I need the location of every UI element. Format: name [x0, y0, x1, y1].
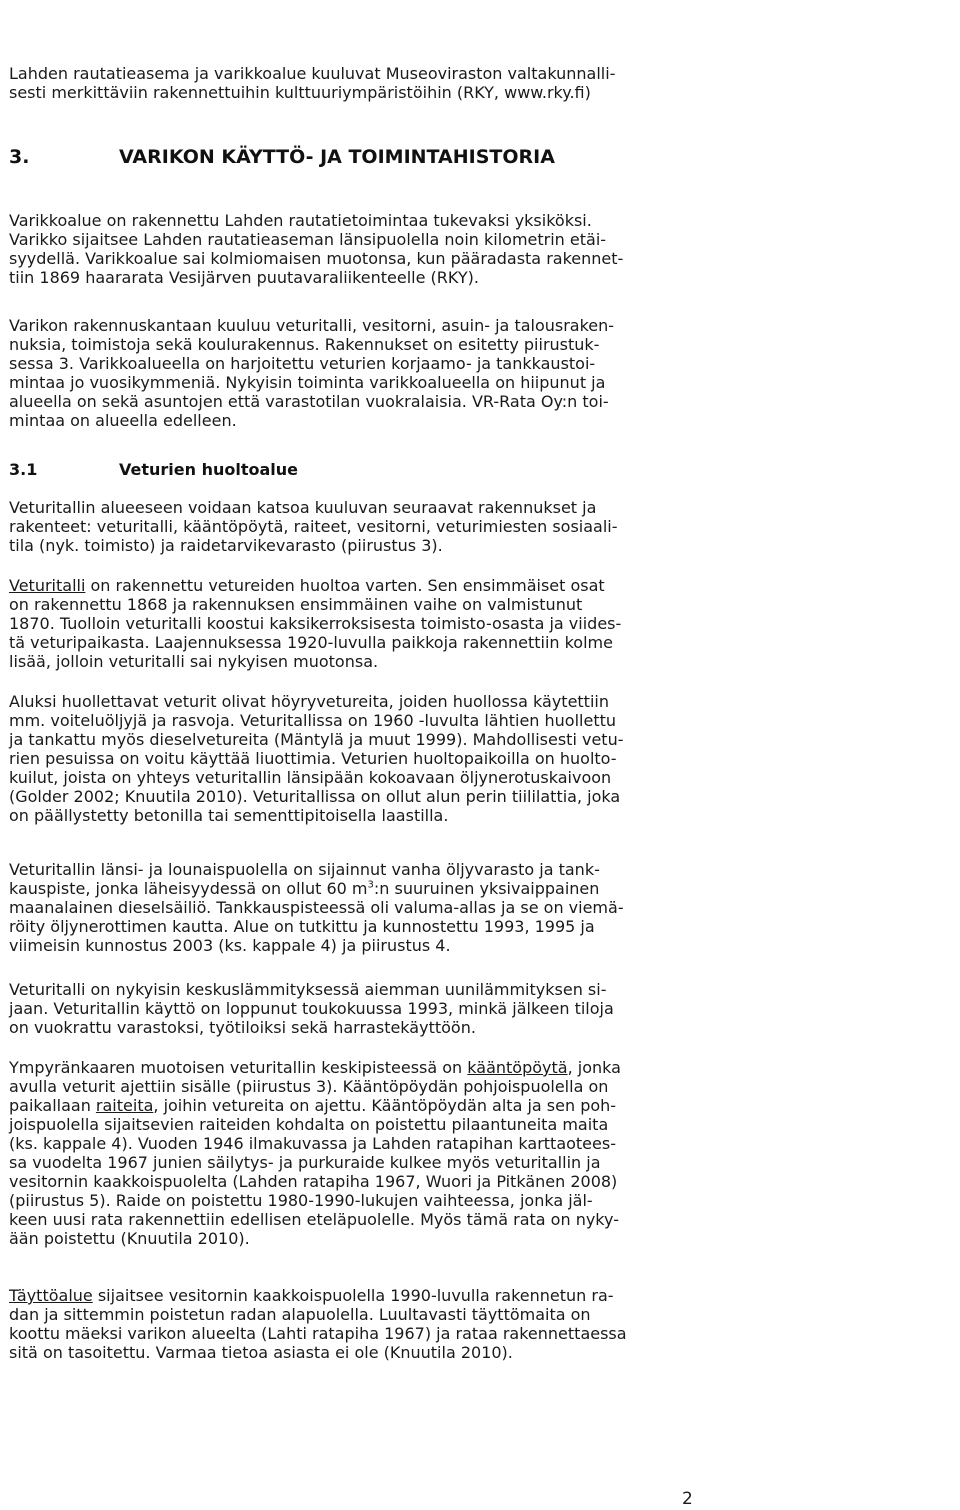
text-line: tiin 1869 haararata Vesijärven puutavaraliikenteelle (RKY).	[9, 268, 479, 287]
text-line: (Golder 2002; Knuutila 2010). Veturitallissa on ollut alun perin tiililattia, joka	[9, 787, 621, 806]
text-line: keen uusi rata rakennettiin edellisen eteläpuolelle. Myös tämä rata on nyky-	[9, 1210, 619, 1229]
text-line: röity öljynerottimen kautta. Alue on tutkittu ja kunnostettu 1993, 1995 ja	[9, 917, 595, 936]
section-title: Veturien huoltoalue	[119, 460, 299, 479]
section-number: 3.1	[9, 460, 38, 479]
text-run: on rakennettu vetureiden huoltoa varten. Sen ensimmäiset osat	[85, 576, 605, 595]
text-line: alueella on sekä asuntojen että varastotilan vuokralaisia. VR-Rata Oy:n toi-	[9, 392, 609, 411]
text-line: joispuolella sijaitsevien raiteiden kohdalta on poistettu pilaantuneita maita	[9, 1115, 609, 1134]
section-heading-3	[9, 146, 555, 168]
text-line: koottu mäeksi varikon alueelta (Lahti ratapiha 1967) ja rataa rakennettaessa	[9, 1324, 627, 1343]
text-line: Varikko sijaitsee Lahden rautatieaseman länsipuolella noin kilometrin etäi-	[9, 230, 607, 249]
text-line: Veturitallin länsi- ja lounaispuolella on sijainnut vanha öljyvarasto ja tank-	[9, 860, 600, 879]
text-line: rien pesuissa on voitu käyttää liuottimia. Veturien huoltopaikoilla on huolto-	[9, 749, 617, 768]
paragraph-tayttoalue	[9, 1286, 709, 1362]
text-line: on vuokrattu varastoksi, työtiloiksi sekä harrastekäyttöön.	[9, 1018, 476, 1037]
text-line: Veturitalli on nykyisin keskuslämmityksessä aiemman uunilämmityksen si-	[9, 980, 607, 999]
superscript: 3	[367, 879, 374, 891]
text-line	[9, 1096, 709, 1115]
text-line: Lahden rautatieasema ja varikkoalue kuuluvat Museoviraston valtakunnalli-	[9, 64, 616, 83]
text-line: dan ja sittemmin poistetun radan alapuolella. Luultavasti täyttömaita on	[9, 1305, 591, 1324]
text-line: avulla veturit ajettiin sisälle (piirustus 3). Kääntöpöydän pohjoispuolella on	[9, 1077, 609, 1096]
text-run: :n suuruinen yksivaippainen	[373, 879, 600, 898]
text-line: 1870. Tuolloin veturitalli koostui kaksikerroksisesta toimisto-osasta ja viides-	[9, 614, 622, 633]
text-line: Varikon rakennuskantaan kuuluu veturitalli, vesitorni, asuin- ja talousraken-	[9, 316, 615, 335]
section-title: VARIKON KÄYTTÖ- JA TOIMINTAHISTORIA	[119, 146, 555, 168]
paragraph-huolto	[9, 692, 709, 825]
text-line: on rakennettu 1868 ja rakennuksen ensimmäinen vaihe on valmistunut	[9, 595, 583, 614]
text-line	[9, 1058, 709, 1077]
text-line	[9, 879, 709, 898]
paragraph-lammitys	[9, 980, 709, 1037]
text-line: on päällystetty betonilla tai sementtipitoisella laastilla.	[9, 806, 449, 825]
text-line: sessa 3. Varikkoalueella on harjoitettu veturien korjaamo- ja tankkaustoi-	[9, 354, 596, 373]
text-run: paikallaan	[9, 1096, 96, 1115]
text-line: tä veturipaikasta. Laajennuksessa 1920-luvulla paikkoja rakennettiin kolme	[9, 633, 613, 652]
text-line: tila (nyk. toimisto) ja raidetarvikevarasto (piirustus 3).	[9, 536, 443, 555]
text-line: mm. voiteluöljyjä ja rasvoja. Veturitallissa on 1960 -luvulta lähtien huollettu	[9, 711, 616, 730]
text-line: rakenteet: veturitalli, kääntöpöytä, raiteet, vesitorni, veturimiesten sosiaali-	[9, 517, 618, 536]
text-line: kuilut, joista on yhteys veturitallin länsipään kokoavaan öljynerotuskaivoon	[9, 768, 612, 787]
paragraph-veturitalli	[9, 576, 709, 671]
text-run: , joihin vetureita on ajettu. Kääntöpöydän alta ja sen poh-	[153, 1096, 617, 1115]
text-line: ään poistettu (Knuutila 2010).	[9, 1229, 250, 1248]
text-line	[9, 1286, 709, 1305]
text-line: ja tankattu myös dieselvetureita (Mäntylä ja muut 1999). Mahdollisesti vetu-	[9, 730, 624, 749]
intro-paragraph	[9, 64, 709, 102]
text-line: (ks. kappale 4). Vuoden 1946 ilmakuvassa ja Lahden ratapihan karttaotees-	[9, 1134, 616, 1153]
section-heading-3-1	[9, 460, 298, 479]
paragraph-alue	[9, 498, 709, 555]
text-run: , jonka	[567, 1058, 621, 1077]
text-line: Veturitallin alueeseen voidaan katsoa kuuluvan seuraavat rakennukset ja	[9, 498, 597, 517]
underlined-term: raiteita	[95, 1096, 154, 1115]
underlined-term: kääntöpöytä	[467, 1058, 568, 1077]
text-run: Ympyränkaaren muotoisen veturitallin keskipisteessä on	[9, 1058, 468, 1077]
text-line: lisää, jolloin veturitalli sai nykyisen muotonsa.	[9, 652, 379, 671]
page-number: 2	[682, 1489, 693, 1509]
text-line: vesitornin kaakkoispuolelta (Lahden ratapiha 1967, Wuori ja Pitkänen 2008)	[9, 1172, 618, 1191]
text-line: viimeisin kunnostus 2003 (ks. kappale 4) ja piirustus 4.	[9, 936, 451, 955]
text-line: Varikkoalue on rakennettu Lahden rautatietoimintaa tukevaksi yksiköksi.	[9, 211, 592, 230]
paragraph-oljyvarasto	[9, 860, 709, 955]
text-line: Aluksi huollettavat veturit olivat höyryvetureita, joiden huollossa käytettiin	[9, 692, 609, 711]
underlined-term: Veturitalli	[9, 576, 86, 595]
paragraph-kaantopoyta	[9, 1058, 709, 1248]
text-run: kauspiste, jonka läheisyydessä on ollut 60 m	[9, 879, 368, 898]
paragraph-varikkoalue	[9, 211, 709, 287]
text-line: mintaa jo vuosikymmeniä. Nykyisin toiminta varikkoalueella on hiipunut ja	[9, 373, 606, 392]
text-line: jaan. Veturitallin käyttö on loppunut toukokuussa 1993, minkä jälkeen tiloja	[9, 999, 614, 1018]
text-line: (piirustus 5). Raide on poistettu 1980-1990-lukujen vaihteessa, jonka jäl-	[9, 1191, 593, 1210]
section-number: 3.	[9, 146, 30, 168]
paragraph-rakennuskanta	[9, 316, 709, 430]
text-line: sesti merkittäviin rakennettuihin kulttuuriympäristöihin (RKY, www.rky.fi)	[9, 83, 591, 102]
text-line: maanalainen dieselsäiliö. Tankkauspisteessä oli valuma-allas ja se on viemä-	[9, 898, 624, 917]
text-line: syydellä. Varikkoalue sai kolmiomaisen muotonsa, kun pääradasta rakennet-	[9, 249, 624, 268]
text-line: sitä on tasoitettu. Varmaa tietoa asiasta ei ole (Knuutila 2010).	[9, 1343, 513, 1362]
text-line: nuksia, toimistoja sekä koulurakennus. Rakennukset on esitetty piirustuk-	[9, 335, 600, 354]
text-run: sijaitsee vesitornin kaakkoispuolella 1990-luvulla rakennetun ra-	[92, 1286, 614, 1305]
underlined-term: Täyttöalue	[9, 1286, 93, 1305]
text-line	[9, 576, 709, 595]
text-line: mintaa on alueella edelleen.	[9, 411, 237, 430]
text-line: sa vuodelta 1967 junien säilytys- ja purkuraide kulkee myös veturitallin ja	[9, 1153, 601, 1172]
